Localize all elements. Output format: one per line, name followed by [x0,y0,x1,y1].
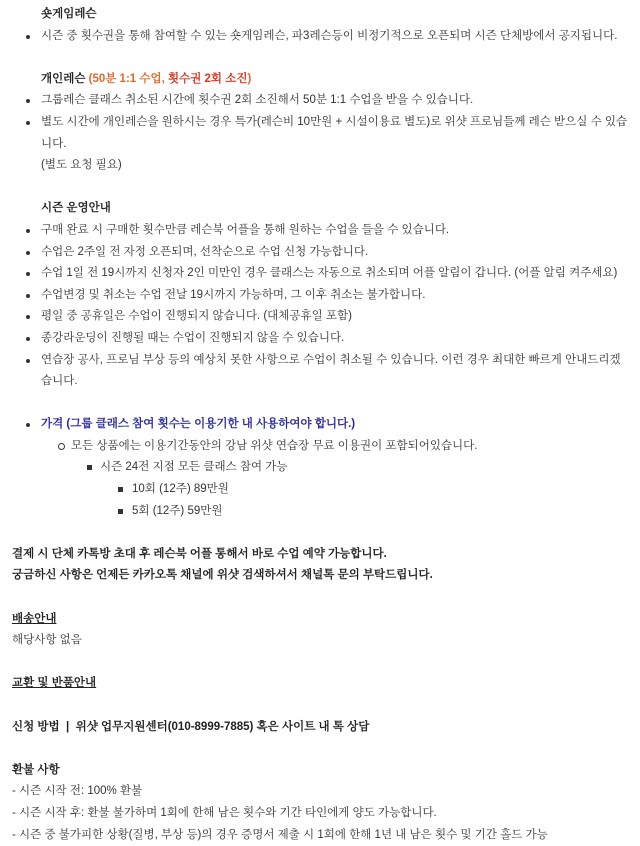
price-sub2-text: 시즌 24전 지점 모든 클래스 참여 가능 [100,461,288,474]
apply-method: 신청 방법 | 위샷 업무지원센터(010-8999-7885) 혹은 사이트 내 톡 상담 [12,720,370,733]
list-item: 구매 완료 시 구매한 횟수만큼 레슨북 어플을 통해 원하는 수업을 들을 수 있습니다. [41,220,630,242]
season-list [12,220,630,393]
list-item: 수업 1일 전 19시까지 신청자 2인 미만인 경우 클래스는 자동으로 취소되며 어플 알림이 갑니다. (어플 알림 켜주세요) [41,263,630,285]
private-note-close: ) [247,72,252,85]
list-item: 수업변경 및 취소는 수업 전날 19시까지 가능하며, 그 이후 취소는 불가합니다. [41,285,630,307]
price-option-list [100,479,630,522]
price-list [12,414,630,522]
list-item [100,457,630,522]
list-item [41,112,630,177]
private-lesson-title [41,69,630,91]
price-sub2-list [71,457,630,522]
price-sub-text: 모든 상품에는 이용기간동안의 강남 위샷 연습장 무료 이용권이 포함되어있습니다. [71,439,478,452]
season-title: 시즌 운영안내 [41,202,111,215]
notice-line: 결제 시 단체 카톡방 초대 후 레슨북 어플 통해서 바로 수업 예약 가능합니다. [12,547,387,560]
price-option: 5회 (12주) 59만원 [132,501,630,523]
notice-line: 궁금하신 사항은 언제든 카카오톡 채널에 위샷 검색하셔서 채널톡 문의 부탁드립니다. [12,569,433,582]
list-item: 그룹레슨 클래스 취소된 시간에 횟수권 2회 소진해서 50분 1:1 수업을 받을 수 있습니다. [41,90,630,112]
showgame-list [12,26,630,48]
private-lesson-label: 개인레슨 [41,72,86,85]
shipping-text: 해당사항 없음 [12,634,82,647]
shipping-title: 배송안내 [12,612,57,625]
private-note-highlight: 횟수권 2회 소진 [167,72,248,85]
refund-line: - 시즌 시작 후: 환불 불가하며 1회에 한해 남은 횟수와 기간 타인에게 양도 가능합니다. [12,806,437,819]
list-item-text: (별도 요청 필요) [41,159,122,172]
price-sub-list [41,436,630,522]
list-item: 시즌 중 횟수권을 통해 참여할 수 있는 숏게임레슨, 파3레슨등이 비정기적으로 오픈되며 시즌 단체방에서 공지됩니다. [41,26,630,48]
list-item: 연습장 공사, 프로님 부상 등의 예상치 못한 사항으로 수업이 취소될 수 있습니다. 이런 경우 최대한 빠르게 안내드리겠습니다. [41,350,630,393]
private-list [12,90,630,176]
refund-title: 환불 사항 [12,763,60,776]
private-note-open: (50분 1:1 수업, [85,72,168,85]
list-item [41,414,630,522]
list-item-text: 별도 시간에 개인레슨을 원하시는 경우 특가(레슨비 10만원 + 시설이용료 별도)로 위샷 프로님들께 레슨 받으실 수 있습니다. [41,115,628,150]
showgame-title: 숏게임레슨 [41,8,97,20]
exchange-title: 교환 및 반품안내 [12,677,97,690]
list-item: 평일 중 공휴일은 수업이 진행되지 않습니다. (대체공휴일 포함) [41,306,630,328]
price-title: 가격 (그룹 클래스 참여 횟수는 이용기한 내 사용하여야 합니다.) [41,418,356,431]
refund-line: - 시즌 시작 전: 100% 환불 [12,785,143,798]
refund-line: - 시즌 중 불가피한 상황(질병, 부상 등)의 경우 증명서 제출 시 1회에 한해 1년 내 남은 횟수 및 기간 홀드 가능 [12,828,548,841]
list-item [71,436,630,522]
list-item: 종강라운딩이 진행될 때는 수업이 진행되지 않을 수 있습니다. [41,328,630,350]
list-item: 수업은 2주일 전 자정 오픈되며, 선착순으로 수업 신청 가능합니다. [41,242,630,264]
price-option: 10회 (12주) 89만원 [132,479,630,501]
